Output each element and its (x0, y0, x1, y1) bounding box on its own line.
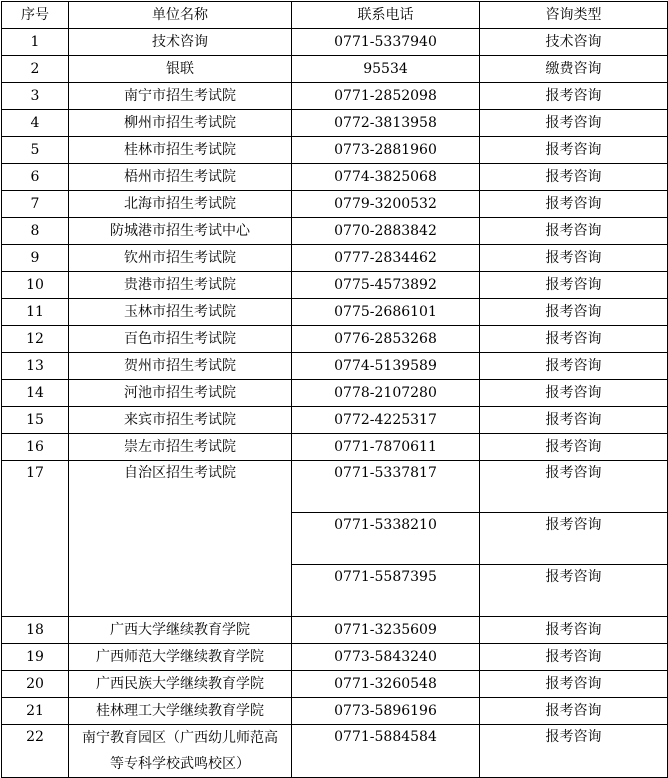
phone-cell: 0772-3813958 (292, 110, 480, 137)
type-cell: 报考咨询 (480, 565, 668, 617)
type-cell: 报考咨询 (480, 644, 668, 671)
phone-cell: 0771-5338210 (292, 513, 480, 565)
unit-name-cell: 银联 (69, 56, 292, 83)
phone-cell: 0772-4225317 (292, 407, 480, 434)
table-row (2, 461, 668, 513)
unit-name-cell: 梧州市招生考试院 (69, 164, 292, 191)
type-cell: 报考咨询 (480, 513, 668, 565)
type-cell: 报考咨询 (480, 671, 668, 698)
table-row (2, 434, 668, 461)
unit-name-cell: 技术咨询 (69, 29, 292, 56)
phone-cell: 0779-3200532 (292, 191, 480, 218)
phone-cell: 0773-5896196 (292, 698, 480, 725)
unit-name-cell: 广西大学继续教育学院 (69, 617, 292, 644)
seq-cell: 17 (2, 461, 69, 617)
seq-cell: 5 (2, 137, 69, 164)
seq-cell: 3 (2, 83, 69, 110)
seq-cell: 1 (2, 29, 69, 56)
seq-cell: 4 (2, 110, 69, 137)
seq-cell: 16 (2, 434, 69, 461)
seq-cell: 18 (2, 617, 69, 644)
table-row (2, 164, 668, 191)
phone-cell: 95534 (292, 56, 480, 83)
type-cell: 报考咨询 (480, 245, 668, 272)
table-row (2, 644, 668, 671)
table-row (2, 380, 668, 407)
seq-cell: 11 (2, 299, 69, 326)
type-cell: 报考咨询 (480, 434, 668, 461)
seq-cell: 13 (2, 353, 69, 380)
phone-cell: 0771-3260548 (292, 671, 480, 698)
unit-name-cell: 贵港市招生考试院 (69, 272, 292, 299)
seq-cell: 10 (2, 272, 69, 299)
phone-cell: 0774-5139589 (292, 353, 480, 380)
type-cell: 报考咨询 (480, 191, 668, 218)
unit-name-cell: 来宾市招生考试院 (69, 407, 292, 434)
table-row (2, 137, 668, 164)
seq-cell: 20 (2, 671, 69, 698)
unit-name-cell: 河池市招生考试院 (69, 380, 292, 407)
type-cell: 报考咨询 (480, 698, 668, 725)
seq-cell: 21 (2, 698, 69, 725)
type-cell: 报考咨询 (480, 380, 668, 407)
header-row (2, 2, 668, 29)
type-cell: 报考咨询 (480, 218, 668, 245)
table-row (2, 698, 668, 725)
phone-cell: 0777-2834462 (292, 245, 480, 272)
table-row (2, 29, 668, 56)
seq-cell: 15 (2, 407, 69, 434)
header-seq: 序号 (2, 2, 69, 29)
phone-cell: 0775-4573892 (292, 272, 480, 299)
phone-cell: 0776-2853268 (292, 326, 480, 353)
type-cell: 报考咨询 (480, 617, 668, 644)
table-row (2, 725, 668, 778)
unit-name-cell: 百色市招生考试院 (69, 326, 292, 353)
header-phone: 联系电话 (292, 2, 480, 29)
phone-cell: 0771-5587395 (292, 565, 480, 617)
unit-name-cell: 崇左市招生考试院 (69, 434, 292, 461)
type-cell: 报考咨询 (480, 83, 668, 110)
unit-name-cell: 北海市招生考试院 (69, 191, 292, 218)
table-row (2, 83, 668, 110)
phone-cell: 0771-5884584 (292, 725, 480, 778)
unit-name-cell: 南宁市招生考试院 (69, 83, 292, 110)
phone-cell: 0771-2852098 (292, 83, 480, 110)
type-cell: 技术咨询 (480, 29, 668, 56)
table-row (2, 272, 668, 299)
unit-name-cell: 柳州市招生考试院 (69, 110, 292, 137)
unit-name-cell: 钦州市招生考试院 (69, 245, 292, 272)
unit-name-cell: 广西民族大学继续教育学院 (69, 671, 292, 698)
table-row (2, 326, 668, 353)
seq-cell: 8 (2, 218, 69, 245)
type-cell: 报考咨询 (480, 407, 668, 434)
seq-cell: 14 (2, 380, 69, 407)
type-cell: 报考咨询 (480, 110, 668, 137)
phone-cell: 0771-3235609 (292, 617, 480, 644)
seq-cell: 2 (2, 56, 69, 83)
type-cell: 报考咨询 (480, 353, 668, 380)
phone-cell: 0771-5337817 (292, 461, 480, 513)
unit-name-cell: 南宁教育园区（广西幼儿师范高等专科学校武鸣校区） (69, 725, 292, 778)
table-row (2, 671, 668, 698)
contact-table (1, 1, 668, 778)
header-unit: 单位名称 (69, 2, 292, 29)
type-cell: 报考咨询 (480, 326, 668, 353)
unit-name-cell: 桂林市招生考试院 (69, 137, 292, 164)
phone-cell: 0774-3825068 (292, 164, 480, 191)
unit-name-cell: 玉林市招生考试院 (69, 299, 292, 326)
type-cell: 报考咨询 (480, 164, 668, 191)
table-row (2, 617, 668, 644)
table-row (2, 407, 668, 434)
table-row (2, 218, 668, 245)
unit-name-cell: 自治区招生考试院 (69, 461, 292, 617)
phone-cell: 0771-7870611 (292, 434, 480, 461)
table-row (2, 56, 668, 83)
phone-cell: 0773-2881960 (292, 137, 480, 164)
type-cell: 报考咨询 (480, 299, 668, 326)
seq-cell: 12 (2, 326, 69, 353)
phone-cell: 0775-2686101 (292, 299, 480, 326)
header-type: 咨询类型 (480, 2, 668, 29)
seq-cell: 19 (2, 644, 69, 671)
unit-name-cell: 桂林理工大学继续教育学院 (69, 698, 292, 725)
seq-cell: 22 (2, 725, 69, 778)
phone-cell: 0778-2107280 (292, 380, 480, 407)
unit-name-cell: 防城港市招生考试中心 (69, 218, 292, 245)
seq-cell: 7 (2, 191, 69, 218)
table-row (2, 353, 668, 380)
phone-cell: 0773-5843240 (292, 644, 480, 671)
type-cell: 报考咨询 (480, 725, 668, 778)
phone-cell: 0770-2883842 (292, 218, 480, 245)
table-row (2, 110, 668, 137)
type-cell: 报考咨询 (480, 272, 668, 299)
phone-cell: 0771-5337940 (292, 29, 480, 56)
table-row (2, 299, 668, 326)
type-cell: 报考咨询 (480, 461, 668, 513)
type-cell: 缴费咨询 (480, 56, 668, 83)
unit-name-cell: 广西师范大学继续教育学院 (69, 644, 292, 671)
type-cell: 报考咨询 (480, 137, 668, 164)
table-row (2, 245, 668, 272)
seq-cell: 6 (2, 164, 69, 191)
seq-cell: 9 (2, 245, 69, 272)
table-row (2, 191, 668, 218)
unit-name-cell: 贺州市招生考试院 (69, 353, 292, 380)
